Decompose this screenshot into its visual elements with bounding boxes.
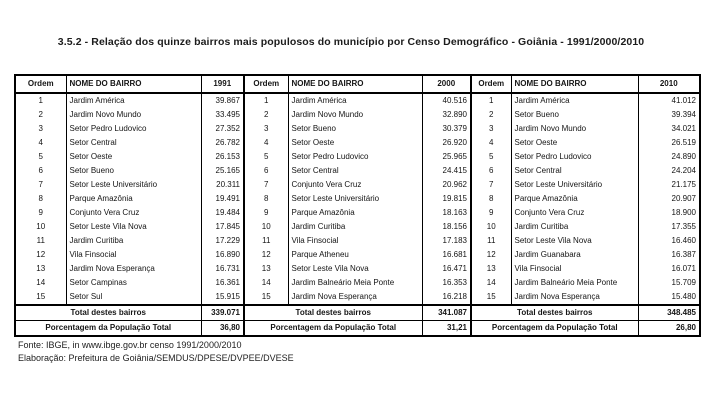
bairro-cell: Setor Leste Vila Nova [511,234,638,248]
population-cell: 20.907 [638,192,700,206]
table-header [15,75,700,93]
population-cell: 19.815 [422,192,471,206]
ordem-cell: 7 [471,178,511,192]
total-value-2010: 348.485 [638,305,700,321]
percentage-row [15,321,700,337]
bairro-cell: Setor Leste Universitário [66,178,201,192]
bairro-cell: Jardim América [288,93,422,108]
ordem-cell: 15 [15,290,66,305]
header-ordem-1991: Ordem [15,75,66,93]
bairro-cell: Setor Pedro Ludovico [66,122,201,136]
bairro-cell: Jardim Curitiba [66,234,201,248]
table-row [15,192,700,206]
population-cell: 26.519 [638,136,700,150]
population-cell: 41.012 [638,93,700,108]
population-cell: 16.731 [201,262,244,276]
total-value-2000: 341.087 [422,305,471,321]
table-row [15,122,700,136]
header-bairro-1991: NOME DO BAIRRO [66,75,201,93]
ordem-cell: 3 [244,122,288,136]
bairro-cell: Setor Central [288,164,422,178]
population-cell: 30.379 [422,122,471,136]
header-bairro-2000: NOME DO BAIRRO [288,75,422,93]
table-title: 3.5.2 - Relação dos quinze bairros mais populosos do município por Censo Demográfico - Goiânia - 1991/2000/2010 [57,36,645,48]
ordem-cell: 1 [244,93,288,108]
ordem-cell: 10 [15,220,66,234]
population-cell: 20.962 [422,178,471,192]
table-row [15,220,700,234]
bairro-cell: Jardim Guanabara [511,248,638,262]
bairro-cell: Vila Finsocial [288,234,422,248]
ordem-cell: 4 [15,136,66,150]
bairro-cell: Parque Atheneu [288,248,422,262]
population-cell: 16.361 [201,276,244,290]
population-cell: 19.484 [201,206,244,220]
bairro-cell: Setor Oeste [511,136,638,150]
population-cell: 16.681 [422,248,471,262]
header-year-2010: 2010 [638,75,700,93]
population-cell: 17.183 [422,234,471,248]
population-cell: 32.890 [422,108,471,122]
ordem-cell: 11 [471,234,511,248]
bairro-cell: Parque Amazônia [288,206,422,220]
bairro-cell: Setor Central [511,164,638,178]
ordem-cell: 9 [471,206,511,220]
ordem-cell: 11 [244,234,288,248]
ordem-cell: 8 [244,192,288,206]
total-value-1991: 339.071 [201,305,244,321]
population-cell: 21.175 [638,178,700,192]
bairro-cell: Vila Finsocial [511,262,638,276]
census-population-table [14,74,701,337]
bairro-cell: Vila Finsocial [66,248,201,262]
population-cell: 24.204 [638,164,700,178]
population-cell: 17.229 [201,234,244,248]
ordem-cell: 14 [471,276,511,290]
pct-label-2000: Porcentagem da População Total [244,321,422,337]
bairro-cell: Setor Bueno [288,122,422,136]
header-year-1991: 1991 [201,75,244,93]
bairro-cell: Parque Amazônia [66,192,201,206]
bairro-cell: Setor Leste Universitário [511,178,638,192]
population-cell: 17.355 [638,220,700,234]
ordem-cell: 7 [15,178,66,192]
ordem-cell: 15 [244,290,288,305]
population-cell: 19.491 [201,192,244,206]
population-cell: 18.156 [422,220,471,234]
bairro-cell: Jardim Nova Esperança [511,290,638,305]
total-label-1991: Total destes bairros [15,305,201,321]
table-row [15,150,700,164]
bairro-cell: Jardim Nova Esperança [66,262,201,276]
ordem-cell: 5 [471,150,511,164]
table-row [15,136,700,150]
population-cell: 25.965 [422,150,471,164]
population-cell: 16.890 [201,248,244,262]
table-row [15,262,700,276]
bairro-cell: Setor Sul [66,290,201,305]
ordem-cell: 4 [471,136,511,150]
bairro-cell: Setor Campinas [66,276,201,290]
bairro-cell: Jardim Curitiba [511,220,638,234]
ordem-cell: 3 [15,122,66,136]
bairro-cell: Setor Bueno [511,108,638,122]
population-cell: 33.495 [201,108,244,122]
population-cell: 16.460 [638,234,700,248]
ordem-cell: 12 [15,248,66,262]
ordem-cell: 3 [471,122,511,136]
source-elaboracao: Elaboração: Prefeitura de Goiânia/SEMDUS/DPESE/DVPEE/DVESE [18,353,294,363]
table-row [15,234,700,248]
population-cell: 17.845 [201,220,244,234]
header-ordem-2000: Ordem [244,75,288,93]
pct-value-1991: 36,80 [201,321,244,337]
bairro-cell: Jardim América [66,93,201,108]
population-cell: 40.516 [422,93,471,108]
ordem-cell: 13 [244,262,288,276]
ordem-cell: 15 [471,290,511,305]
population-cell: 16.218 [422,290,471,305]
population-cell: 26.153 [201,150,244,164]
ordem-cell: 13 [15,262,66,276]
ordem-cell: 14 [244,276,288,290]
bairro-cell: Setor Bueno [66,164,201,178]
table-footer [15,305,700,336]
population-cell: 39.867 [201,93,244,108]
ordem-cell: 2 [471,108,511,122]
source-fonte: Fonte: IBGE, in www.ibge.gov.br censo 1991/2000/2010 [18,340,242,350]
population-cell: 20.311 [201,178,244,192]
table-row [15,164,700,178]
bairro-cell: Jardim América [511,93,638,108]
header-ordem-2010: Ordem [471,75,511,93]
ordem-cell: 1 [471,93,511,108]
ordem-cell: 8 [15,192,66,206]
table-row [15,93,700,108]
population-cell: 24.890 [638,150,700,164]
bairro-cell: Jardim Nova Esperança [288,290,422,305]
bairro-cell: Setor Pedro Ludovico [511,150,638,164]
header-row [15,75,700,93]
population-cell: 16.353 [422,276,471,290]
table-row [15,276,700,290]
ordem-cell: 6 [244,164,288,178]
pct-value-2010: 26,80 [638,321,700,337]
bairro-cell: Setor Central [66,136,201,150]
ordem-cell: 5 [244,150,288,164]
population-cell: 25.165 [201,164,244,178]
population-cell: 15.915 [201,290,244,305]
ordem-cell: 14 [15,276,66,290]
bairro-cell: Jardim Novo Mundo [288,108,422,122]
ordem-cell: 7 [244,178,288,192]
ordem-cell: 6 [471,164,511,178]
table-row [15,206,700,220]
ordem-cell: 12 [244,248,288,262]
ordem-cell: 13 [471,262,511,276]
bairro-cell: Conjunto Vera Cruz [288,178,422,192]
bairro-cell: Setor Oeste [288,136,422,150]
bairro-cell: Jardim Balneário Meia Ponte [511,276,638,290]
ordem-cell: 10 [471,220,511,234]
population-cell: 15.480 [638,290,700,305]
bairro-cell: Jardim Balneário Meia Ponte [288,276,422,290]
bairro-cell: Setor Leste Vila Nova [66,220,201,234]
ordem-cell: 2 [244,108,288,122]
bairro-cell: Setor Pedro Ludovico [288,150,422,164]
ordem-cell: 12 [471,248,511,262]
ordem-cell: 9 [15,206,66,220]
total-label-2010: Total destes bairros [471,305,638,321]
ordem-cell: 9 [244,206,288,220]
bairro-cell: Parque Amazônia [511,192,638,206]
ordem-cell: 11 [15,234,66,248]
population-cell: 15.709 [638,276,700,290]
pct-value-2000: 31,21 [422,321,471,337]
population-cell: 27.352 [201,122,244,136]
ordem-cell: 5 [15,150,66,164]
population-cell: 16.471 [422,262,471,276]
total-label-2000: Total destes bairros [244,305,422,321]
population-cell: 39.394 [638,108,700,122]
table-row [15,248,700,262]
population-cell: 34.021 [638,122,700,136]
population-cell: 16.387 [638,248,700,262]
population-cell: 26.782 [201,136,244,150]
bairro-cell: Jardim Novo Mundo [66,108,201,122]
table-body [15,93,700,305]
pct-label-2010: Porcentagem da População Total [471,321,638,337]
table-row [15,108,700,122]
population-cell: 18.163 [422,206,471,220]
ordem-cell: 6 [15,164,66,178]
population-cell: 26.920 [422,136,471,150]
header-year-2000: 2000 [422,75,471,93]
table-row [15,290,700,305]
ordem-cell: 8 [471,192,511,206]
bairro-cell: Conjunto Vera Cruz [66,206,201,220]
header-bairro-2010: NOME DO BAIRRO [511,75,638,93]
ordem-cell: 4 [244,136,288,150]
pct-label-1991: Porcentagem da População Total [15,321,201,337]
ordem-cell: 2 [15,108,66,122]
bairro-cell: Setor Leste Universitário [288,192,422,206]
bairro-cell: Jardim Curitiba [288,220,422,234]
bairro-cell: Conjunto Vera Cruz [511,206,638,220]
population-cell: 24.415 [422,164,471,178]
bairro-cell: Setor Oeste [66,150,201,164]
bairro-cell: Jardim Novo Mundo [511,122,638,136]
total-row [15,305,700,321]
bairro-cell: Setor Leste Vila Nova [288,262,422,276]
population-cell: 16.071 [638,262,700,276]
ordem-cell: 1 [15,93,66,108]
table-row [15,178,700,192]
population-cell: 18.900 [638,206,700,220]
ordem-cell: 10 [244,220,288,234]
